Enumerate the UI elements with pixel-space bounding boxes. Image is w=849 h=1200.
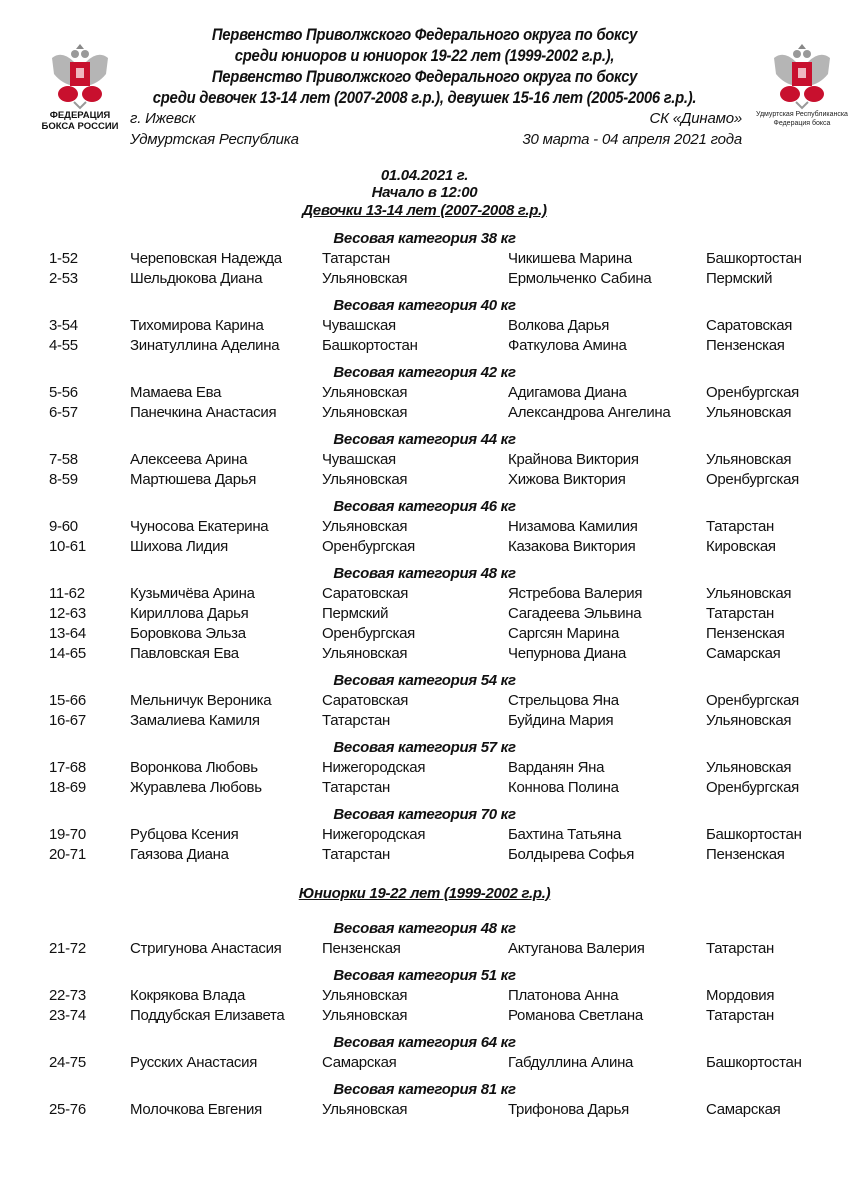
boxer-red: Чуносова Екатерина — [130, 518, 269, 535]
region-blue: Татарстан — [706, 940, 775, 957]
region-red: Татарстан — [322, 846, 391, 863]
region-red: Нижегородская — [322, 759, 426, 776]
region-blue: Башкортостан — [706, 1054, 802, 1071]
region-blue: Ульяновская — [706, 585, 792, 602]
boxer-blue: Актуганова Валерия — [508, 940, 645, 957]
logo-caption: ФЕДЕРАЦИЯ БОКСА РОССИИ — [41, 110, 119, 132]
region-red: Башкортостан — [322, 337, 418, 354]
city: г. Ижевск — [130, 110, 196, 127]
bout-row — [0, 538, 849, 558]
boxer-red: Шельдюкова Диана — [130, 270, 263, 287]
bout-row — [0, 471, 849, 491]
region: Удмуртская Республика — [130, 131, 299, 148]
boxer-blue: Габдуллина Алина — [508, 1054, 634, 1071]
bout-number: 14-65 — [49, 645, 86, 662]
bout-row — [0, 518, 849, 538]
boxer-red: Кокрякова Влада — [130, 987, 246, 1004]
region-blue: Оренбургская — [706, 692, 799, 709]
weight-category-heading: Весовая категория 64 кг — [333, 1034, 516, 1051]
bout-row — [0, 645, 849, 665]
region-red: Саратовская — [322, 692, 409, 709]
event-dates: 30 марта - 04 апреля 2021 года — [522, 131, 742, 148]
bout-number: 16-67 — [49, 712, 86, 729]
weight-category-heading: Весовая категория 40 кг — [333, 297, 516, 314]
region-blue: Самарская — [706, 645, 781, 662]
session-start-time: Начало в 12:00 — [371, 184, 478, 201]
group-title: Девочки 13-14 лет (2007-2008 г.р.) — [302, 202, 547, 219]
bout-number: 23-74 — [49, 1007, 86, 1024]
boxer-blue: Крайнова Виктория — [508, 451, 639, 468]
bout-row — [0, 585, 849, 605]
logo-caption: Удмуртская Республиканска Федерация бокса — [756, 111, 848, 127]
boxer-red: Мельничук Вероника — [130, 692, 272, 709]
boxer-blue: Александрова Ангелина — [508, 404, 671, 421]
region-blue: Башкортостан — [706, 826, 802, 843]
session-date: 01.04.2021 г. — [380, 167, 469, 184]
region-red: Ульяновская — [322, 404, 408, 421]
boxer-blue: Саргсян Марина — [508, 625, 620, 642]
region-blue: Мордовия — [706, 987, 775, 1004]
region-blue: Самарская — [706, 1101, 781, 1118]
region-red: Пермский — [322, 605, 389, 622]
weight-category-heading: Весовая категория 51 кг — [333, 967, 516, 984]
boxer-red: Шихова Лидия — [130, 538, 228, 555]
boxer-blue: Волкова Дарья — [508, 317, 610, 334]
boxer-red: Журавлева Любовь — [130, 779, 262, 796]
bout-row — [0, 384, 849, 404]
weight-category-heading: Весовая категория 44 кг — [333, 431, 516, 448]
region-blue: Оренбургская — [706, 384, 799, 401]
bout-row — [0, 1007, 849, 1027]
weight-category-heading: Весовая категория 54 кг — [333, 672, 516, 689]
boxer-red: Павловская Ева — [130, 645, 239, 662]
weight-category-heading: Весовая категория 57 кг — [333, 739, 516, 756]
bout-row — [0, 625, 849, 645]
boxer-blue: Чикишева Марина — [508, 250, 632, 267]
title-line-4: среди девочек 13-14 лет (2007-2008 г.р.), девушек 15-16 лет (2005-2006 г.р.). — [152, 89, 697, 107]
boxer-blue: Платонова Анна — [508, 987, 619, 1004]
title-line-3: Первенство Приволжского Федерального округа по боксу — [211, 68, 638, 86]
bout-row — [0, 451, 849, 471]
boxer-blue: Коннова Полина — [508, 779, 619, 796]
region-blue: Пензенская — [706, 337, 785, 354]
boxer-red: Рубцова Ксения — [130, 826, 239, 843]
bout-row — [0, 826, 849, 846]
boxer-blue: Бахтина Татьяна — [508, 826, 621, 843]
boxer-blue: Ермольченко Сабина — [508, 270, 652, 287]
boxer-blue: Сагадеева Эльвина — [508, 605, 642, 622]
bout-row — [0, 1101, 849, 1121]
region-blue: Пензенская — [706, 625, 785, 642]
bout-row — [0, 779, 849, 799]
bout-number: 24-75 — [49, 1054, 86, 1071]
boxer-red: Русских Анастасия — [130, 1054, 258, 1071]
bout-number: 9-60 — [49, 518, 78, 535]
region-red: Чувашская — [322, 451, 396, 468]
bout-number: 7-58 — [49, 451, 78, 468]
boxer-red: Воронкова Любовь — [130, 759, 258, 776]
title-line-2: среди юниоров и юниорок 19-22 лет (1999-2002 г.р.), — [234, 47, 615, 65]
weight-category-heading: Весовая категория 42 кг — [333, 364, 516, 381]
region-red: Пензенская — [322, 940, 401, 957]
bout-number: 2-53 — [49, 270, 78, 287]
boxer-blue: Хижова Виктория — [508, 471, 626, 488]
region-blue: Ульяновская — [706, 451, 792, 468]
bout-number: 11-62 — [49, 585, 85, 602]
bout-number: 20-71 — [49, 846, 86, 863]
bout-number: 6-57 — [49, 404, 78, 421]
bout-number: 19-70 — [49, 826, 86, 843]
title-line-1: Первенство Приволжского Федерального округа по боксу — [211, 26, 638, 44]
region-red: Ульяновская — [322, 471, 408, 488]
region-blue: Татарстан — [706, 518, 775, 535]
region-red: Ульяновская — [322, 987, 408, 1004]
bout-number: 12-63 — [49, 605, 86, 622]
region-blue: Татарстан — [706, 605, 775, 622]
boxer-red: Гаязова Диана — [130, 846, 229, 863]
region-red: Татарстан — [322, 779, 391, 796]
region-red: Ульяновская — [322, 384, 408, 401]
bout-row — [0, 1054, 849, 1074]
boxer-red: Панечкина Анастасия — [130, 404, 277, 421]
bout-row — [0, 404, 849, 424]
region-red: Оренбургская — [322, 538, 415, 555]
boxer-blue: Болдырева Софья — [508, 846, 635, 863]
bout-row — [0, 270, 849, 290]
bout-row — [0, 987, 849, 1007]
bout-row — [0, 759, 849, 779]
boxer-blue: Адигамова Диана — [508, 384, 627, 401]
bout-number: 25-76 — [49, 1101, 86, 1118]
region-red: Ульяновская — [322, 1007, 408, 1024]
boxer-red: Кириллова Дарья — [130, 605, 249, 622]
bout-row — [0, 317, 849, 337]
weight-category-heading: Весовая категория 38 кг — [333, 230, 516, 247]
boxer-red: Алексеева Арина — [130, 451, 248, 468]
bout-number: 18-69 — [49, 779, 86, 796]
bout-row — [0, 337, 849, 357]
region-red: Татарстан — [322, 712, 391, 729]
boxer-red: Мартюшева Дарья — [130, 471, 257, 488]
boxer-red: Череповская Надежда — [130, 250, 282, 267]
boxer-red: Зинатуллина Аделина — [130, 337, 280, 354]
bout-number: 5-56 — [49, 384, 78, 401]
region-blue: Кировская — [706, 538, 776, 555]
boxer-red: Мамаева Ева — [130, 384, 222, 401]
region-blue: Ульяновская — [706, 404, 792, 421]
region-red: Ульяновская — [322, 1101, 408, 1118]
weight-category-heading: Весовая категория 70 кг — [333, 806, 516, 823]
region-blue: Оренбургская — [706, 779, 799, 796]
boxer-red: Стригунова Анастасия — [130, 940, 282, 957]
boxer-red: Боровкова Эльза — [130, 625, 246, 642]
bout-row — [0, 605, 849, 625]
bout-number: 1-52 — [49, 250, 78, 267]
region-red: Самарская — [322, 1054, 397, 1071]
boxer-red: Замалиева Камиля — [130, 712, 260, 729]
region-blue: Пензенская — [706, 846, 785, 863]
boxer-blue: Фаткулова Амина — [508, 337, 627, 354]
region-red: Нижегородская — [322, 826, 426, 843]
boxer-red: Тихомирова Карина — [130, 317, 264, 334]
region-blue: Башкортостан — [706, 250, 802, 267]
region-blue: Ульяновская — [706, 759, 792, 776]
region-blue: Ульяновская — [706, 712, 792, 729]
bout-number: 4-55 — [49, 337, 78, 354]
region-red: Оренбургская — [322, 625, 415, 642]
bout-number: 10-61 — [49, 538, 86, 555]
bout-number: 15-66 — [49, 692, 86, 709]
bout-number: 21-72 — [49, 940, 86, 957]
weight-category-heading: Весовая категория 48 кг — [333, 920, 516, 937]
bout-number: 22-73 — [49, 987, 86, 1004]
group-title: Юниорки 19-22 лет (1999-2002 г.р.) — [298, 885, 551, 902]
boxer-blue: Трифонова Дарья — [508, 1101, 629, 1118]
bout-row — [0, 692, 849, 712]
region-blue: Пермский — [706, 270, 773, 287]
bout-row — [0, 940, 849, 960]
boxer-blue: Казакова Виктория — [508, 538, 636, 555]
weight-category-heading: Весовая категория 46 кг — [333, 498, 516, 515]
bout-number: 3-54 — [49, 317, 78, 334]
bout-number: 17-68 — [49, 759, 86, 776]
boxer-blue: Стрельцова Яна — [508, 692, 619, 709]
boxer-blue: Ястребова Валерия — [508, 585, 643, 602]
bout-number: 8-59 — [49, 471, 78, 488]
region-blue: Татарстан — [706, 1007, 775, 1024]
region-red: Ульяновская — [322, 270, 408, 287]
region-red: Саратовская — [322, 585, 409, 602]
bout-row — [0, 712, 849, 732]
region-red: Ульяновская — [322, 645, 408, 662]
bout-row — [0, 250, 849, 270]
weight-category-heading: Весовая категория 48 кг — [333, 565, 516, 582]
venue: СК «Динамо» — [649, 110, 742, 127]
boxer-blue: Чепурнова Диана — [508, 645, 627, 662]
boxer-red: Поддубская Елизавета — [130, 1007, 285, 1024]
region-blue: Саратовская — [706, 317, 793, 334]
region-red: Ульяновская — [322, 518, 408, 535]
boxer-red: Молочкова Евгения — [130, 1101, 262, 1118]
bout-number: 13-64 — [49, 625, 86, 642]
boxer-blue: Романова Светлана — [508, 1007, 643, 1024]
region-blue: Оренбургская — [706, 471, 799, 488]
boxer-blue: Варданян Яна — [508, 759, 605, 776]
region-red: Чувашская — [322, 317, 396, 334]
boxer-red: Кузьмичёва Арина — [130, 585, 255, 602]
boxer-blue: Буйдина Мария — [508, 712, 614, 729]
weight-category-heading: Весовая категория 81 кг — [333, 1081, 516, 1098]
boxer-blue: Низамова Камилия — [508, 518, 638, 535]
bout-row — [0, 846, 849, 866]
region-red: Татарстан — [322, 250, 391, 267]
